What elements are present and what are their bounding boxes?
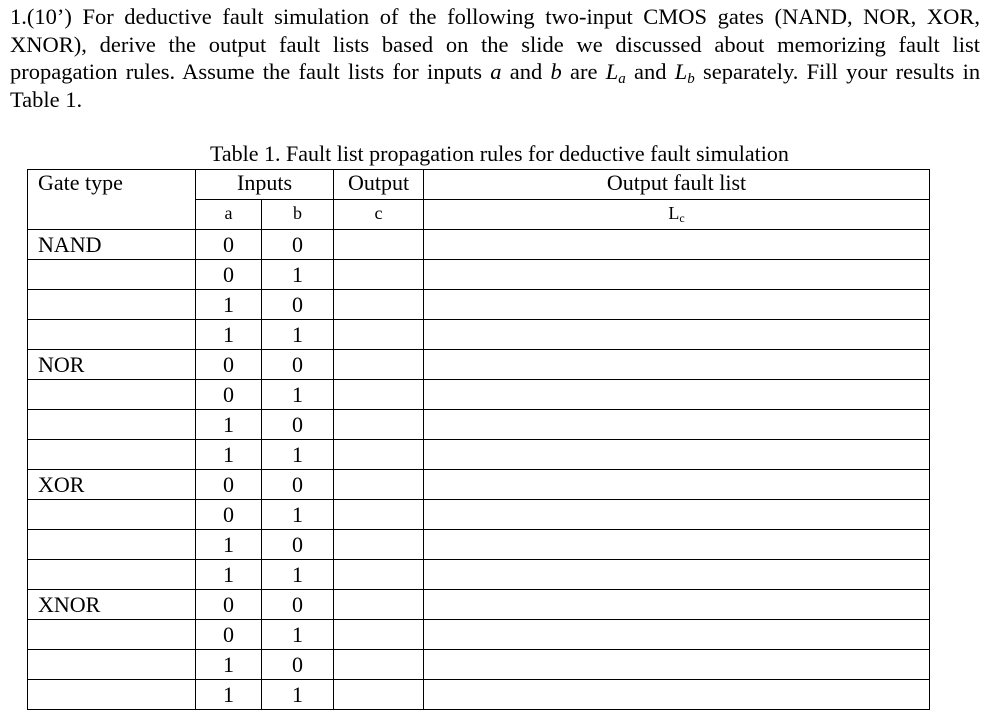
gate-type-cell: XNOR [28,590,196,620]
table-caption: Table 1. Fault list propagation rules for deductive fault simulation [210,141,789,166]
input-b-cell: 1 [262,500,334,530]
input-a-cell: 0 [196,590,262,620]
table-row [28,410,930,440]
output-c-cell[interactable] [334,410,424,440]
output-fault-list-cell[interactable] [424,440,930,470]
output-c-cell[interactable] [334,620,424,650]
input-a-cell: 0 [196,470,262,500]
input-a-cell: 0 [196,260,262,290]
input-b-cell: 0 [262,290,334,320]
gate-type-cell: XOR [28,470,196,500]
output-c-cell[interactable] [334,320,424,350]
output-c-cell[interactable] [334,530,424,560]
gate-type-cell [28,410,196,440]
input-b-cell: 0 [262,590,334,620]
table-row [28,470,930,500]
output-fault-list-cell[interactable] [424,560,930,590]
input-a-cell: 1 [196,320,262,350]
input-b-cell: 0 [262,470,334,500]
gate-type-cell [28,650,196,680]
output-fault-list-cell[interactable] [424,290,930,320]
fault-list-table [27,169,930,710]
input-b-cell: 0 [262,410,334,440]
question-body-a: For deductive fault simulation of the following two-input CMOS gates (NAND, NOR, XOR, XNOR), derive the output fault lists based on the slide we discussed about memorizing fault list propagation rules. Assume the fault lists for inputs [10,4,980,84]
input-b-cell: 1 [262,320,334,350]
output-fault-list-cell[interactable] [424,350,930,380]
output-fault-list-cell[interactable] [424,530,930,560]
output-fault-list-cell[interactable] [424,470,930,500]
header-output-fault-list: Output fault list [424,170,930,200]
input-a-cell: 0 [196,380,262,410]
input-a-cell: 1 [196,530,262,560]
output-fault-list-cell[interactable] [424,650,930,680]
input-b-cell: 1 [262,440,334,470]
gate-type-cell [28,440,196,470]
gate-type-cell [28,290,196,320]
output-c-cell[interactable] [334,440,424,470]
output-c-cell[interactable] [334,650,424,680]
output-fault-list-cell[interactable] [424,590,930,620]
gate-type-cell [28,680,196,710]
input-b-cell: 0 [262,650,334,680]
table-row [28,230,930,260]
header-col-a: a [196,200,262,230]
input-b-cell: 1 [262,620,334,650]
input-b-cell: 0 [262,530,334,560]
table-row [28,650,930,680]
output-fault-list-cell[interactable] [424,320,930,350]
header-col-b: b [262,200,334,230]
output-fault-list-cell[interactable] [424,500,930,530]
table-header-row-1 [28,170,930,200]
var-b: b [550,59,562,84]
output-c-cell[interactable] [334,500,424,530]
input-a-cell: 1 [196,650,262,680]
output-fault-list-cell[interactable] [424,230,930,260]
gate-type-cell: NAND [28,230,196,260]
input-b-cell: 1 [262,560,334,590]
output-c-cell[interactable] [334,590,424,620]
header-gate-type: Gate type [28,170,196,230]
input-a-cell: 0 [196,350,262,380]
input-a-cell: 0 [196,620,262,650]
input-b-cell: 1 [262,260,334,290]
table-row [28,320,930,350]
input-a-cell: 0 [196,500,262,530]
input-a-cell: 0 [196,230,262,260]
header-col-c: c [334,200,424,230]
table-row [28,260,930,290]
gate-type-cell [28,500,196,530]
question-text [10,3,980,113]
output-c-cell[interactable] [334,380,424,410]
input-b-cell: 1 [262,680,334,710]
table-row [28,530,930,560]
table-row [28,500,930,530]
input-b-cell: 0 [262,350,334,380]
word-and-1: and [509,59,543,84]
output-c-cell[interactable] [334,230,424,260]
gate-type-cell [28,320,196,350]
output-c-cell[interactable] [334,560,424,590]
fault-list-b: $L_b$ [674,59,695,87]
table-row [28,590,930,620]
input-a-cell: 1 [196,560,262,590]
table-row [28,350,930,380]
gate-type-cell [28,260,196,290]
table-row [28,620,930,650]
table-row [28,440,930,470]
output-c-cell[interactable] [334,260,424,290]
gate-type-cell [28,530,196,560]
gate-type-cell: NOR [28,350,196,380]
output-fault-list-cell[interactable] [424,620,930,650]
output-fault-list-cell[interactable] [424,680,930,710]
table-row [28,560,930,590]
word-and-2: and [633,59,667,84]
var-a: a [490,59,502,84]
output-fault-list-cell[interactable] [424,260,930,290]
output-c-cell[interactable] [334,290,424,320]
output-fault-list-cell[interactable] [424,410,930,440]
question-body-b: separately. Fill your results in Table 1. [10,59,981,112]
header-col-lc: $L_c$ [424,200,930,230]
gate-type-cell [28,560,196,590]
header-output: Output [334,170,424,200]
fault-list-a: $L_a$ [605,59,626,87]
input-a-cell: 1 [196,290,262,320]
input-a-cell: 1 [196,410,262,440]
input-a-cell: 1 [196,440,262,470]
table-row [28,290,930,320]
gate-type-cell [28,380,196,410]
gate-type-cell [28,620,196,650]
input-b-cell: 1 [262,380,334,410]
table-row [28,680,930,710]
output-c-cell[interactable] [334,350,424,380]
table-row [28,380,930,410]
question-number: 1.(10’) [10,4,72,29]
input-b-cell: 0 [262,230,334,260]
input-a-cell: 1 [196,680,262,710]
output-c-cell[interactable] [334,470,424,500]
header-inputs: Inputs [196,170,334,200]
output-c-cell[interactable] [334,680,424,710]
output-fault-list-cell[interactable] [424,380,930,410]
word-are: are [570,59,598,84]
